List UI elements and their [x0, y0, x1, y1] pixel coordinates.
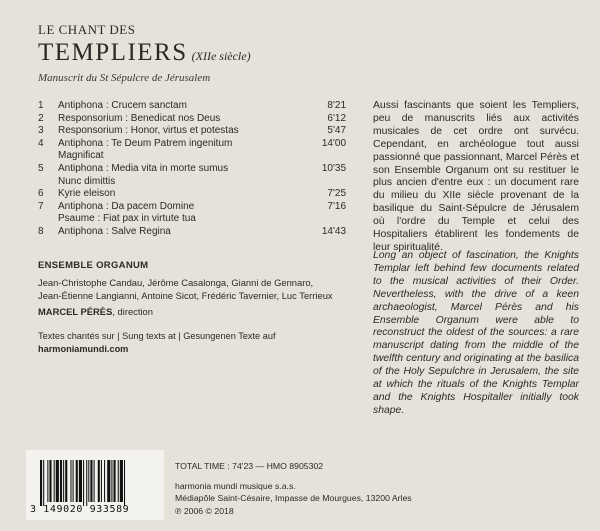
- label-company: harmonia mundi musique s.a.s.: [175, 480, 296, 491]
- album-kicker: LE CHANT DES: [38, 22, 136, 37]
- copyright: ℗ 2006 © 2018: [175, 505, 234, 516]
- track-number: 2: [38, 112, 44, 124]
- ensemble-members-line-1: Jean-Christophe Candau, Jérôme Casalonga, Gianni de Gennaro,: [38, 277, 314, 288]
- track-number: 7: [38, 200, 44, 212]
- total-time: TOTAL TIME : 74'23 — HMO 8905302: [175, 461, 324, 471]
- ensemble-name: ENSEMBLE ORGANUM: [38, 260, 149, 271]
- track-row: [38, 163, 346, 176]
- track-time: 10'35: [321, 162, 346, 174]
- track-number: 4: [38, 137, 44, 149]
- track-subtitle: Psaume : Fiat pax in virtute tua: [58, 213, 196, 225]
- track-row: [38, 226, 346, 239]
- french-description: Aussi fascinants que soient les Templiers, peu de manuscrits liés aux activités musicales de cet ordre ont survécu. Cependant, en archéologue tout aussi passionné que passionnant, Marcel Pérès et son Ensemble Organum ont su restituer le plus ancien d'entre eux : un document rare du milieu du XIIe siècle provenant de la basilique du Saint-Sépulcre de Jérusalem où l'ordre du Temple et celui des Hospitaliers établirent les fondements de leur spiritualité.: [373, 100, 579, 253]
- footer: [175, 460, 412, 517]
- track-name: Kyrie eleison: [58, 188, 116, 200]
- director-name: MARCEL PÉRÈS: [38, 306, 113, 317]
- ensemble-credits: [38, 259, 338, 318]
- website-link[interactable]: harmoniamundi.com: [38, 344, 129, 354]
- track-time: 8'21: [327, 100, 346, 111]
- track-row: [38, 100, 346, 113]
- barcode-digits: 3 149020 933589: [30, 504, 130, 515]
- track-row: [38, 138, 346, 151]
- track-list: [38, 100, 346, 239]
- track-time: 14'43: [321, 225, 346, 237]
- ensemble-members-line-2: Jean-Étienne Langianni, Antoine Sicot, Frédéric Tavernier, Luc Terrieux: [38, 290, 333, 301]
- album-subtitle: Manuscrit du St Sépulcre de Jérusalem: [38, 72, 211, 84]
- track-number: 8: [38, 225, 44, 237]
- album-century: (XIIe siècle): [191, 49, 251, 63]
- track-row: [38, 188, 346, 201]
- label-address: Médiapôle Saint-Césaire, Impasse de Mourgues, 13200 Arles: [175, 493, 412, 504]
- director-line: [38, 305, 338, 318]
- track-name: Antiphona : Salve Regina: [58, 225, 171, 237]
- track-name: Responsorium : Honor, virtus et potestas: [58, 125, 239, 137]
- barcode-bars-icon: [40, 460, 158, 506]
- director-role: , direction: [112, 306, 153, 317]
- track-subtitle: Nunc dimittis: [58, 175, 116, 187]
- track-name: Responsorium : Benedicat nos Deus: [58, 112, 221, 124]
- track-number: 1: [38, 100, 44, 111]
- sung-texts-note: [38, 330, 276, 356]
- track-time: 7'25: [327, 188, 346, 200]
- track-row: [38, 125, 346, 138]
- track-row: [38, 113, 346, 126]
- track-row: [38, 201, 346, 214]
- track-number: 6: [38, 188, 44, 200]
- track-time: 5'47: [327, 125, 346, 137]
- track-subtitle: Magnificat: [58, 150, 104, 162]
- title-row: [38, 39, 251, 67]
- track-name: Antiphona : Da pacem Domine: [58, 200, 195, 212]
- album-title: TEMPLIERS: [38, 39, 188, 66]
- track-time: 6'12: [327, 112, 346, 124]
- english-description: Long an object of fascination, the Knights Templar left behind few documents related to the musical activities of their Order. Nevertheless, with the drive of a keen archaeologist, Marcel Pérès and his Ensemble Organum were able to reconstruct the oldest of the sources: a rare manuscript dating from the middle of the twelfth century and originating at the basilica of the Holy Sepulchre in Jerusalem, the site at which the rituals of the Knights Templar and the Knights Hospitaller initially took shape.: [373, 250, 579, 416]
- track-number: 5: [38, 162, 44, 174]
- track-name: Antiphona : Crucem sanctam: [58, 100, 187, 111]
- sung-texts-line: Textes chantés sur | Sung texts at | Gesungenen Texte auf: [38, 331, 276, 341]
- barcode: [26, 450, 164, 520]
- track-time: 7'16: [327, 200, 346, 212]
- track-number: 3: [38, 125, 44, 137]
- track-name: Antiphona : Media vita in morte sumus: [58, 162, 229, 174]
- track-time: 14'00: [321, 137, 346, 149]
- track-name: Antiphona : Te Deum Patrem ingenitum: [58, 137, 233, 149]
- header: [38, 22, 251, 84]
